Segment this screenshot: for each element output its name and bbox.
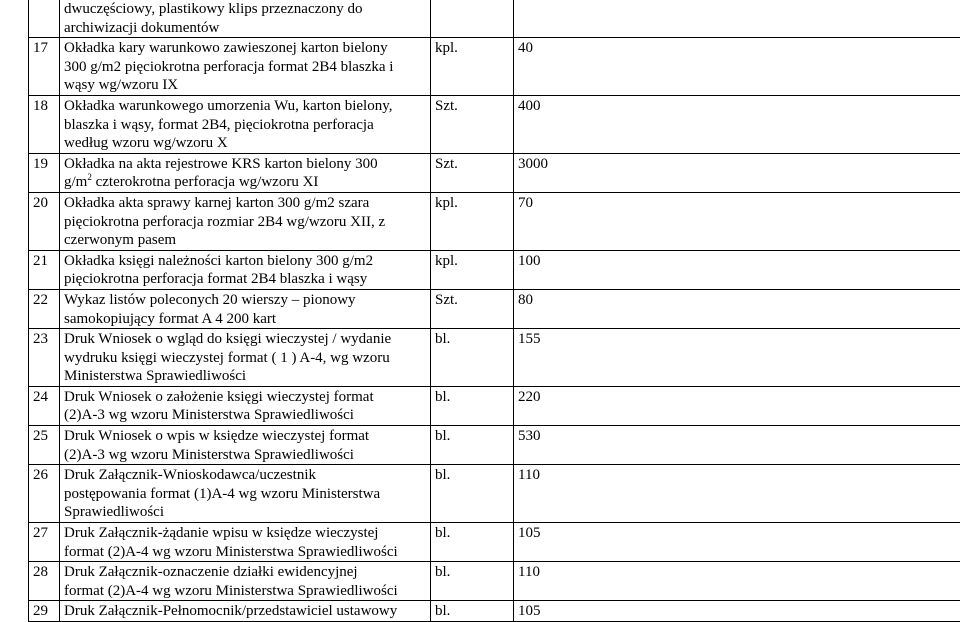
table-row <box>29 601 960 622</box>
item-description <box>60 523 431 562</box>
description-fragment: g/m <box>64 174 87 190</box>
table-row <box>29 426 960 465</box>
item-unit: bl. <box>431 562 514 601</box>
item-quantity: 220 <box>514 386 960 425</box>
item-quantity: 400 <box>514 95 960 153</box>
description-line: Okładka akta sprawy karnej karton 300 g/m2 szara <box>64 194 426 213</box>
item-description <box>60 38 431 96</box>
description-line: postępowania format (1)A-4 wg wzoru Ministerstwa <box>64 485 426 504</box>
item-number: 23 <box>29 329 60 387</box>
item-description <box>60 0 431 38</box>
description-line: pięciokrotna perforacja format 2B4 blaszka i wąsy <box>64 270 426 289</box>
description-line <box>64 173 426 192</box>
item-unit: kpl. <box>431 38 514 96</box>
item-unit: bl. <box>431 386 514 425</box>
description-line: dwuczęściowy, plastikowy klips przeznaczony do <box>64 0 426 19</box>
item-number: 28 <box>29 562 60 601</box>
item-quantity: 155 <box>514 329 960 387</box>
items-table <box>28 0 960 622</box>
item-quantity: 100 <box>514 250 960 289</box>
description-line: wąsy wg/wzoru IX <box>64 76 426 95</box>
description-line: Druk Wniosek o założenie księgi wieczystej format <box>64 388 426 407</box>
table-row <box>29 523 960 562</box>
item-description <box>60 426 431 465</box>
description-line: Druk Wniosek o wgląd do księgi wieczystej / wydanie <box>64 330 426 349</box>
table-row <box>29 562 960 601</box>
item-quantity: 3000 <box>514 153 960 192</box>
table-row <box>29 250 960 289</box>
description-line: Druk Załącznik-oznaczenie działki ewidencyjnej <box>64 563 426 582</box>
description-line: pięciokrotna perforacja rozmiar 2B4 wg/wzoru XII, z <box>64 213 426 232</box>
item-unit: bl. <box>431 465 514 523</box>
item-description <box>60 250 431 289</box>
description-line: Druk Wniosek o wpis w księdze wieczystej format <box>64 427 426 446</box>
description-line: Okładka księgi należności karton bielony 300 g/m2 <box>64 252 426 271</box>
item-description <box>60 329 431 387</box>
item-quantity: 530 <box>514 426 960 465</box>
item-unit: bl. <box>431 523 514 562</box>
item-quantity: 105 <box>514 523 960 562</box>
item-number: 26 <box>29 465 60 523</box>
item-quantity <box>514 0 960 38</box>
item-unit: kpl. <box>431 250 514 289</box>
description-line: Ministerstwa Sprawiedliwości <box>64 367 426 386</box>
superscript-exponent: 2 <box>87 172 92 182</box>
description-line: czerwonym pasem <box>64 231 426 250</box>
description-line: blaszka i wąsy, format 2B4, pięciokrotna perforacja <box>64 116 426 135</box>
item-number: 20 <box>29 192 60 250</box>
item-unit: bl. <box>431 601 514 622</box>
table-row <box>29 192 960 250</box>
table-row <box>29 153 960 192</box>
description-line: (2)A-3 wg wzoru Ministerstwa Sprawiedliwości <box>64 446 426 465</box>
description-line: samokopiujący format A 4 200 kart <box>64 310 426 329</box>
item-unit: bl. <box>431 329 514 387</box>
description-line: Okładka kary warunkowo zawieszonej karton bielony <box>64 39 426 58</box>
item-description <box>60 562 431 601</box>
description-line: Okładka na akta rejestrowe KRS karton bielony 300 <box>64 155 426 174</box>
item-number: 24 <box>29 386 60 425</box>
item-number: 22 <box>29 289 60 328</box>
items-table-body <box>29 0 960 622</box>
item-quantity: 110 <box>514 562 960 601</box>
item-number: 18 <box>29 95 60 153</box>
table-row <box>29 289 960 328</box>
description-line: Druk Załącznik-żądanie wpisu w księdze wieczystej <box>64 524 426 543</box>
item-unit: kpl. <box>431 192 514 250</box>
description-fragment: czterokrotna perforacja wg/wzoru XI <box>96 174 319 190</box>
item-unit: Szt. <box>431 289 514 328</box>
table-row <box>29 329 960 387</box>
description-line: format (2)A-4 wg wzoru Ministerstwa Sprawiedliwości <box>64 543 426 562</box>
description-line: archiwizacji dokumentów <box>64 19 426 38</box>
table-row <box>29 465 960 523</box>
table-row <box>29 0 960 38</box>
table-row <box>29 38 960 96</box>
description-line: 300 g/m2 pięciokrotna perforacja format 2B4 blaszka i <box>64 58 426 77</box>
item-description <box>60 289 431 328</box>
description-line: według wzoru wg/wzoru X <box>64 134 426 153</box>
item-number <box>29 0 60 38</box>
item-unit: bl. <box>431 426 514 465</box>
item-quantity: 40 <box>514 38 960 96</box>
item-unit: Szt. <box>431 95 514 153</box>
item-number: 19 <box>29 153 60 192</box>
item-quantity: 105 <box>514 601 960 622</box>
item-description <box>60 192 431 250</box>
description-line: Sprawiedliwości <box>64 503 426 522</box>
item-number: 17 <box>29 38 60 96</box>
description-line: Druk Załącznik-Pełnomocnik/przedstawiciel ustawowy <box>64 602 426 621</box>
item-unit <box>431 0 514 38</box>
description-line: format (2)A-4 wg wzoru Ministerstwa Sprawiedliwości <box>64 582 426 601</box>
item-description <box>60 95 431 153</box>
description-line: wydruku księgi wieczystej format ( 1 ) A-4, wg wzoru <box>64 349 426 368</box>
description-line: Wykaz listów poleconych 20 wierszy – pionowy <box>64 291 426 310</box>
description-line: Druk Załącznik-Wnioskodawca/uczestnik <box>64 466 426 485</box>
item-number: 25 <box>29 426 60 465</box>
item-description <box>60 153 431 192</box>
item-description <box>60 465 431 523</box>
item-quantity: 70 <box>514 192 960 250</box>
table-row <box>29 386 960 425</box>
item-description <box>60 386 431 425</box>
item-number: 21 <box>29 250 60 289</box>
item-description <box>60 601 431 622</box>
description-line: Okładka warunkowego umorzenia Wu, karton bielony, <box>64 97 426 116</box>
item-quantity: 110 <box>514 465 960 523</box>
item-quantity: 80 <box>514 289 960 328</box>
item-number: 29 <box>29 601 60 622</box>
table-row <box>29 95 960 153</box>
item-unit: Szt. <box>431 153 514 192</box>
description-line: (2)A-3 wg wzoru Ministerstwa Sprawiedliwości <box>64 406 426 425</box>
item-number: 27 <box>29 523 60 562</box>
